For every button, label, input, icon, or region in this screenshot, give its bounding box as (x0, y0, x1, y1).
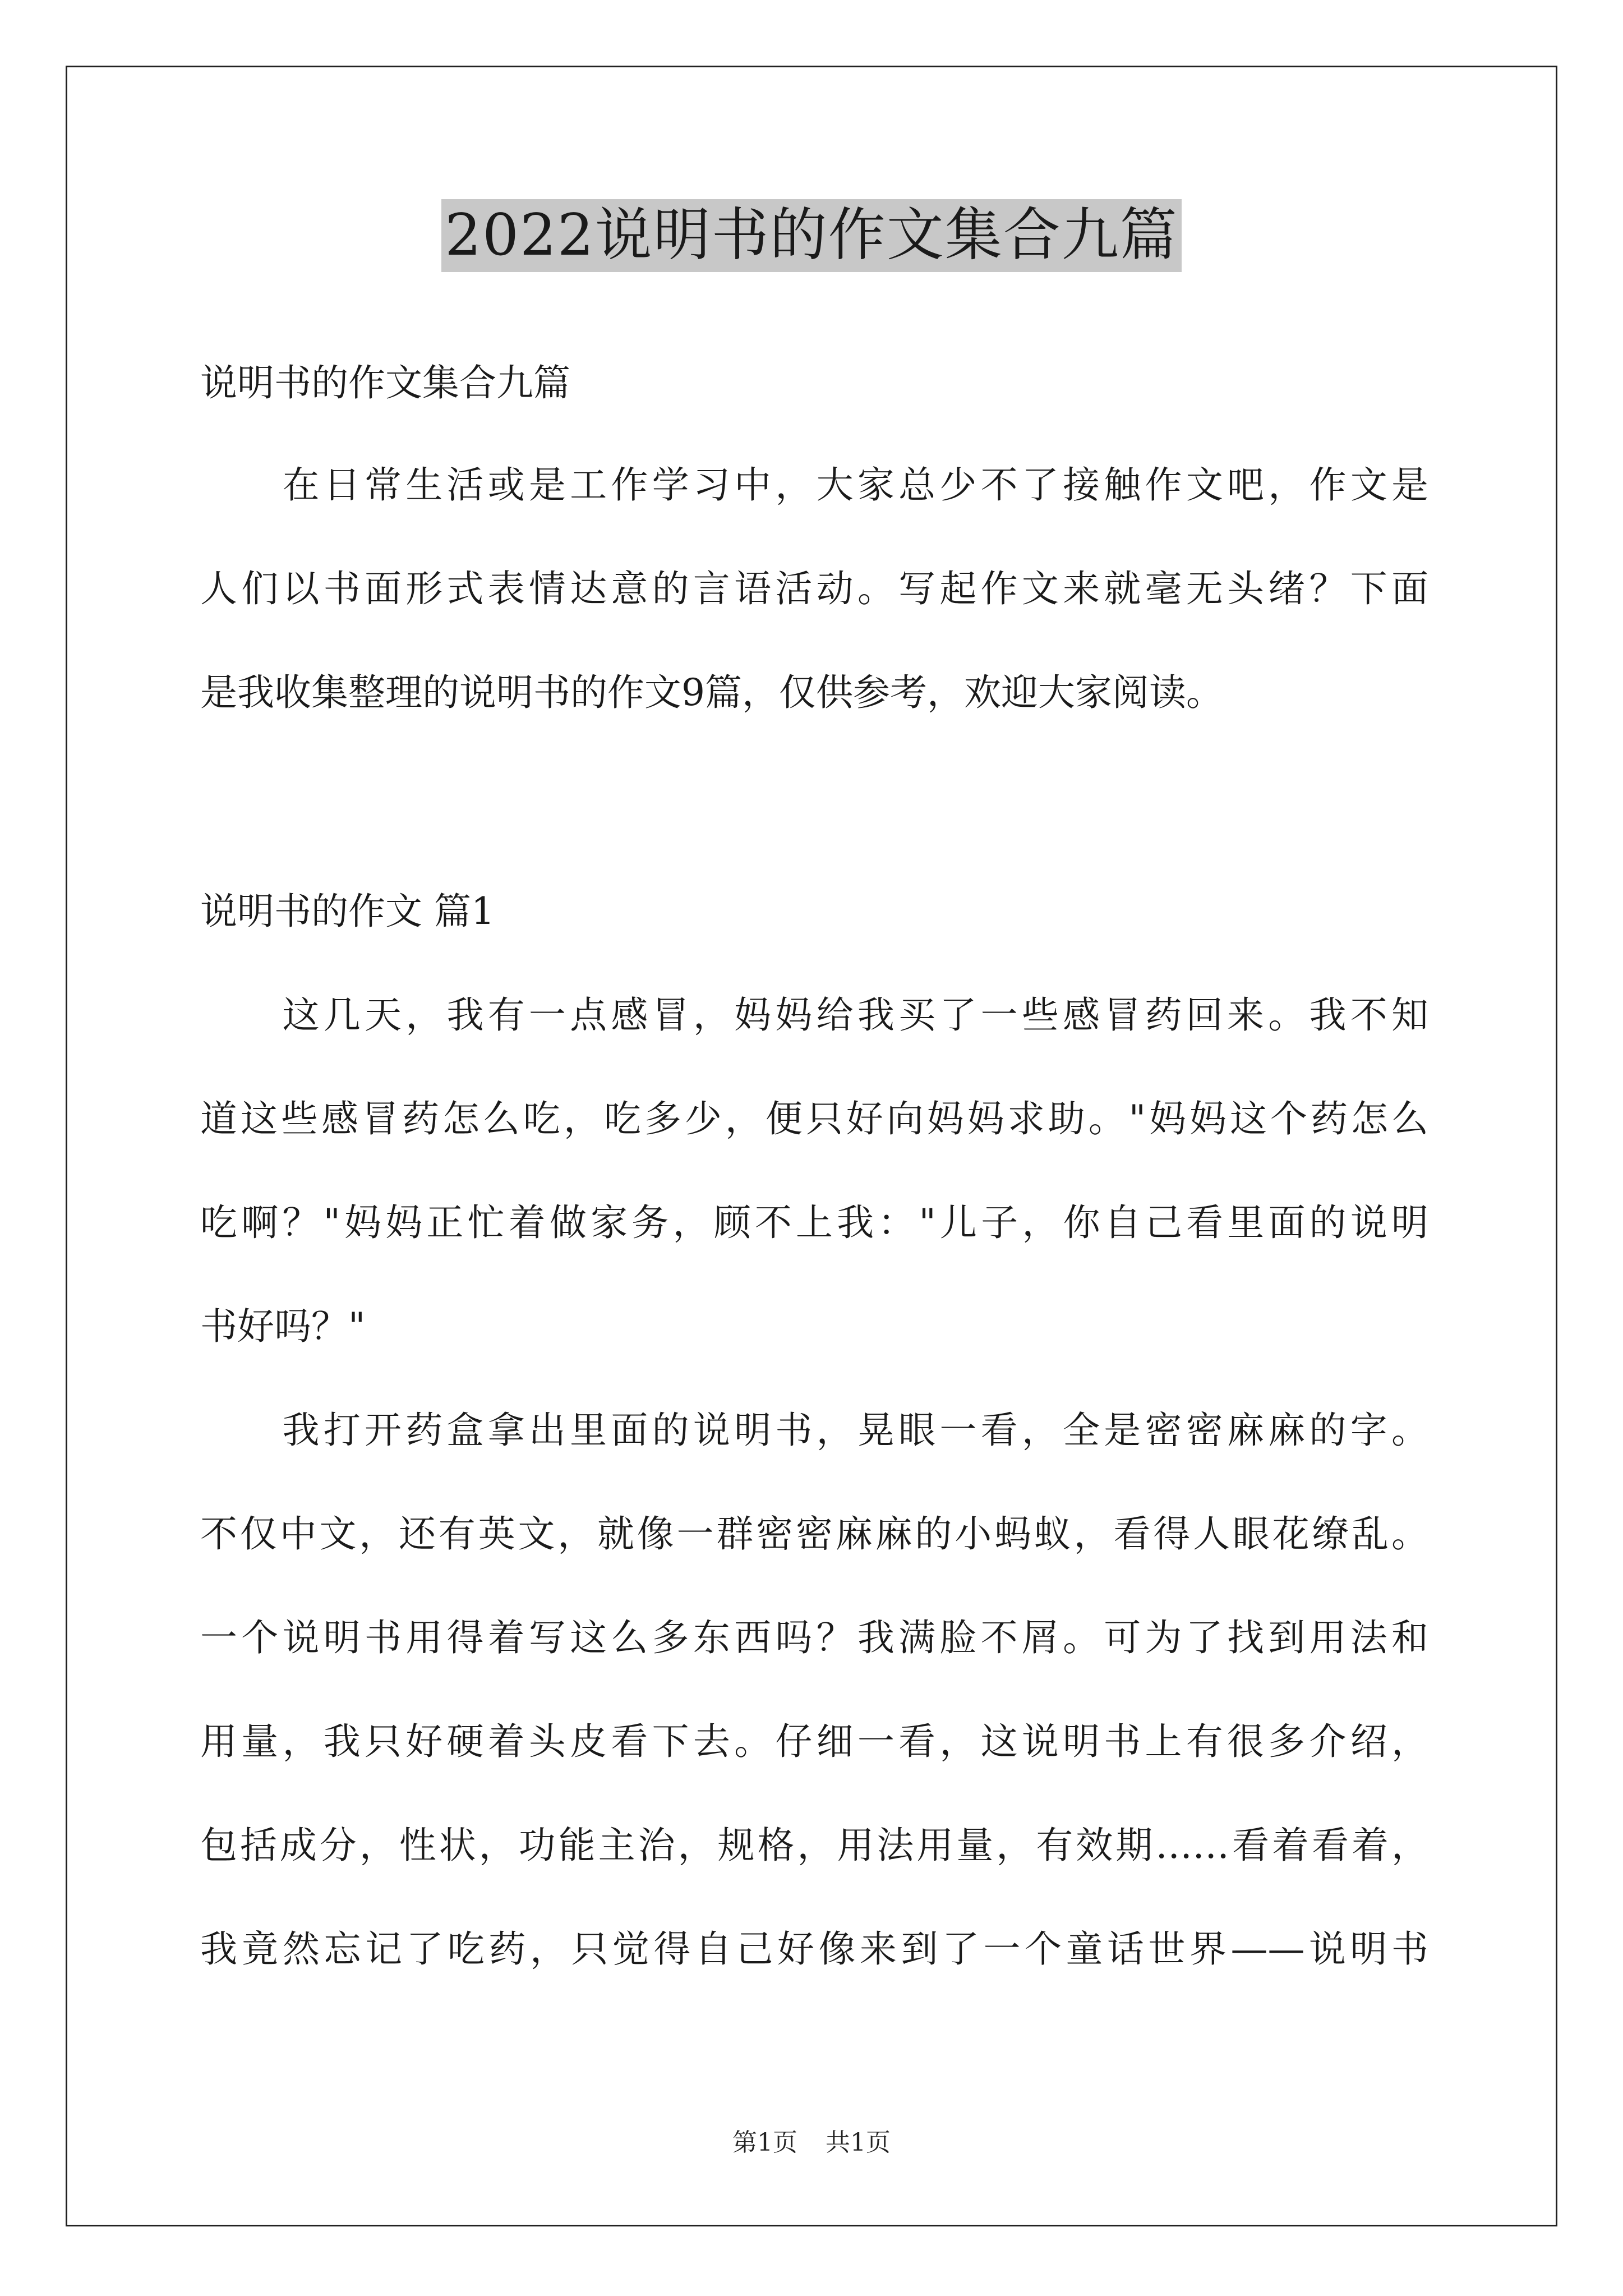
page-footer (0, 2126, 1623, 2160)
paragraph-line: 用量，我只好硬着头皮看下去。仔细一看，这说明书上有很多介绍， (200, 1720, 1428, 1763)
page-number: 第1页 (732, 2128, 797, 2157)
document-title (0, 199, 1623, 272)
paragraph-line: 不仅中文，还有英文，就像一群密密麻麻的小蚂蚁，看得人眼花缭乱。 (200, 1512, 1428, 1556)
document-title-text: 2022说明书的作文集合九篇 (441, 199, 1182, 272)
paragraph-line: 我打开药盒拿出里面的说明书，晃眼一看，全是密密麻麻的字。 (200, 1409, 1428, 1452)
paragraph-line: 吃啊？"妈妈正忙着做家务，顾不上我："儿子，你自己看里面的说明 (200, 1201, 1428, 1244)
paragraph-line: 书好吗？" (200, 1305, 366, 1348)
section-heading: 说明书的作文 篇1 (200, 890, 495, 933)
paragraph-line: 在日常生活或是工作学习中，大家总少不了接触作文吧，作文是 (200, 463, 1428, 507)
paragraph-line: 一个说明书用得着写这么多东西吗？我满脸不屑。可为了找到用法和 (200, 1616, 1428, 1659)
paragraph-line: 是我收集整理的说明书的作文9篇，仅供参考，欢迎大家阅读。 (200, 671, 1223, 714)
paragraph-line: 我竟然忘记了吃药，只觉得自己好像来到了一个童话世界——说明书 (200, 1927, 1428, 1971)
page-total: 共1页 (826, 2128, 891, 2157)
subtitle-line: 说明书的作文集合九篇 (200, 361, 570, 404)
paragraph-line: 人们以书面形式表情达意的言语活动。写起作文来就毫无头绪？下面 (200, 567, 1428, 610)
paragraph-line: 包括成分，性状，功能主治，规格，用法用量，有效期……看着看着， (200, 1824, 1428, 1867)
paragraph-line: 这几天，我有一点感冒，妈妈给我买了一些感冒药回来。我不知 (200, 993, 1428, 1037)
paragraph-line: 道这些感冒药怎么吃，吃多少，便只好向妈妈求助。"妈妈这个药怎么 (200, 1097, 1428, 1140)
